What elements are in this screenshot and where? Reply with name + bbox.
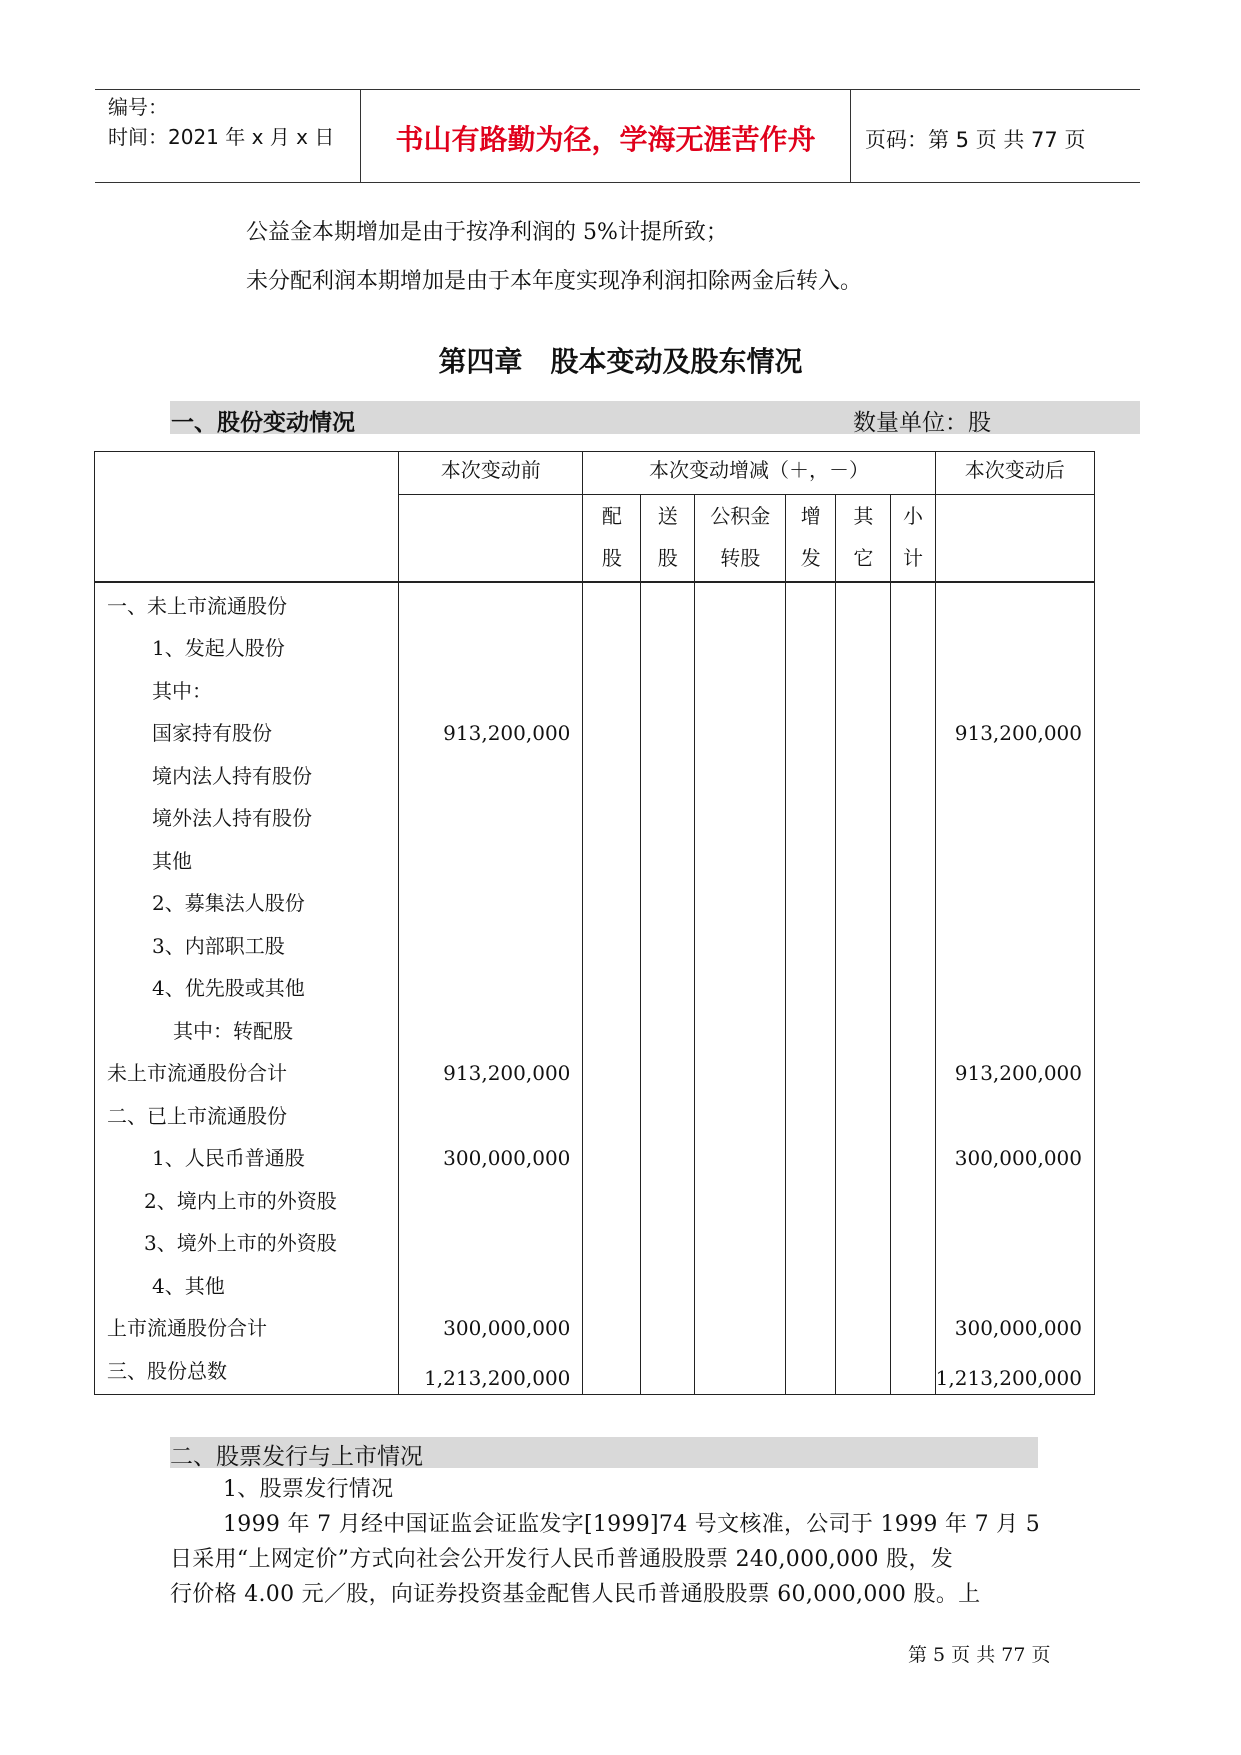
before-values-column	[399, 582, 583, 1395]
cell-value	[399, 670, 582, 713]
cell-value	[936, 1265, 1094, 1308]
cell-value	[936, 967, 1094, 1010]
cell-value	[399, 882, 582, 925]
after-subheader-blank	[935, 495, 1094, 582]
header-text: 公积金	[710, 504, 771, 528]
cell-value: 300,000,000	[443, 1316, 571, 1340]
col-change-header: 本次变动增减（＋，－）	[583, 452, 935, 495]
cell-value	[399, 1095, 582, 1138]
cell-value	[399, 925, 582, 968]
cell-value	[399, 1180, 582, 1223]
header-text: 它	[853, 546, 874, 570]
row-label: 1、人民币普通股	[152, 1146, 305, 1170]
section2-line-1: 1999 年 7 月经中国证监会证监发字[1999]74 号文核准，公司于 1999 年 7 月 5	[223, 1512, 1041, 1537]
cell-value	[936, 1180, 1094, 1223]
header-text: 转股	[720, 546, 761, 570]
header-blank-cell	[95, 452, 399, 582]
cell-value	[399, 967, 582, 1010]
row-label: 3、境外上市的外资股	[144, 1231, 337, 1255]
cell-value	[399, 1222, 582, 1265]
header-text: 计	[902, 546, 923, 570]
doc-number-label: 编号：	[108, 95, 168, 119]
row-label: 其中：	[152, 678, 212, 703]
col-subtotal-header	[891, 495, 935, 582]
cell-value	[399, 585, 582, 628]
cell-value	[936, 755, 1094, 798]
share-change-table	[94, 451, 1095, 1395]
header-meta	[108, 92, 334, 152]
cell-value: 300,000,000	[954, 1146, 1082, 1170]
page-footer: 第 5 页 共 77 页	[908, 1644, 1051, 1666]
header-text: 送	[657, 504, 678, 528]
row-label: 境外法人持有股份	[152, 806, 312, 830]
section2-title: 二、股票发行与上市情况	[170, 1444, 423, 1470]
row-label: 1、发起人股份	[152, 636, 285, 660]
cell-value: 913,200,000	[954, 1061, 1082, 1085]
cell-value	[936, 627, 1094, 670]
subtotal-column	[891, 582, 935, 1395]
col-bonus-share-header	[641, 495, 695, 582]
cell-value	[936, 1222, 1094, 1265]
cell-value	[399, 840, 582, 883]
row-label: 3、内部职工股	[152, 933, 285, 958]
header-bottom-rule	[95, 182, 1140, 183]
row-label: 2、募集法人股份	[152, 891, 305, 915]
bonus-share-column	[641, 582, 695, 1395]
row-label: 2、境内上市的外资股	[144, 1188, 337, 1213]
cell-value	[399, 797, 582, 840]
header-text: 股	[601, 546, 622, 570]
col-other-header	[836, 495, 891, 582]
col-rights-issue-header	[583, 495, 641, 582]
row-label: 未上市流通股份合计	[107, 1061, 287, 1085]
row-label: 境内法人持有股份	[152, 763, 312, 788]
other-column	[836, 582, 891, 1395]
header-text: 其	[853, 504, 874, 528]
reserve-conversion-column	[695, 582, 786, 1395]
header-top-rule	[95, 89, 1140, 90]
cell-value: 913,200,000	[443, 721, 571, 745]
col-before-header: 本次变动前	[399, 452, 583, 495]
header-text: 配	[601, 504, 622, 528]
header-text: 小	[902, 504, 923, 528]
before-subheader-blank	[399, 495, 583, 582]
header-text: 增	[800, 504, 821, 528]
chapter-title: 第四章 股本变动及股东情况	[438, 345, 803, 378]
rights-issue-column	[583, 582, 641, 1395]
row-label: 4、优先股或其他	[152, 976, 305, 1000]
doc-time: 时间：2021 年 x 月 x 日	[108, 125, 335, 149]
cell-value	[399, 755, 582, 798]
cell-value	[936, 840, 1094, 883]
table-body-row	[95, 582, 1095, 1395]
cell-value: 913,200,000	[443, 1061, 571, 1085]
header-text: 股	[657, 546, 678, 570]
col-new-issue-header	[786, 495, 836, 582]
intro-line-1: 公益金本期增加是由于按净利润的 5%计提所致；	[246, 220, 728, 245]
header-motto: 书山有路勤为径，学海无涯苦作舟	[395, 123, 816, 156]
cell-value: 1,213,200,000	[424, 1365, 571, 1390]
cell-value	[399, 1010, 582, 1053]
row-label: 其中：转配股	[173, 1018, 293, 1043]
cell-value	[936, 1095, 1094, 1138]
row-label: 一、未上市流通股份	[107, 593, 287, 618]
cell-value	[399, 1265, 582, 1308]
section1-unit: 数量单位：股	[853, 410, 991, 436]
cell-value	[936, 670, 1094, 713]
row-label: 国家持有股份	[152, 721, 272, 745]
header-page-info: 页码：第 5 页 共 77 页	[865, 128, 1086, 152]
cell-value	[936, 882, 1094, 925]
cell-value: 913,200,000	[954, 721, 1082, 745]
after-values-column	[935, 582, 1094, 1395]
cell-value	[936, 925, 1094, 968]
intro-line-2: 未分配利润本期增加是由于本年度实现净利润扣除两金后转入。	[246, 269, 863, 294]
cell-value: 300,000,000	[954, 1316, 1082, 1340]
row-labels-column	[95, 582, 399, 1395]
section1-title: 一、股份变动情况	[171, 409, 355, 436]
row-label: 其他	[152, 848, 192, 873]
header-divider-right	[850, 89, 851, 183]
row-label: 4、其他	[152, 1273, 225, 1298]
section2-line-3: 行价格 4.00 元／股，向证券投资基金配售人民币普通股股票 60,000,000 股。上	[170, 1582, 981, 1607]
cell-value	[936, 797, 1094, 840]
cell-value	[936, 1010, 1094, 1053]
table-header-row-1	[95, 452, 1095, 495]
header-text: 发	[800, 546, 821, 570]
cell-value: 1,213,200,000	[935, 1365, 1082, 1390]
section2-subtitle: 1、股票发行情况	[223, 1477, 394, 1502]
row-label: 二、已上市流通股份	[107, 1103, 287, 1128]
cell-value	[399, 627, 582, 670]
col-reserve-conversion-header	[695, 495, 786, 582]
row-label: 上市流通股份合计	[107, 1316, 267, 1340]
cell-value: 300,000,000	[443, 1146, 571, 1170]
row-label: 三、股份总数	[107, 1358, 227, 1383]
cell-value	[936, 585, 1094, 628]
col-after-header: 本次变动后	[935, 452, 1094, 495]
section2-line-2: 日采用“上网定价”方式向社会公开发行人民币普通股股票 240,000,000 股，发	[170, 1547, 954, 1572]
new-issue-column	[786, 582, 836, 1395]
